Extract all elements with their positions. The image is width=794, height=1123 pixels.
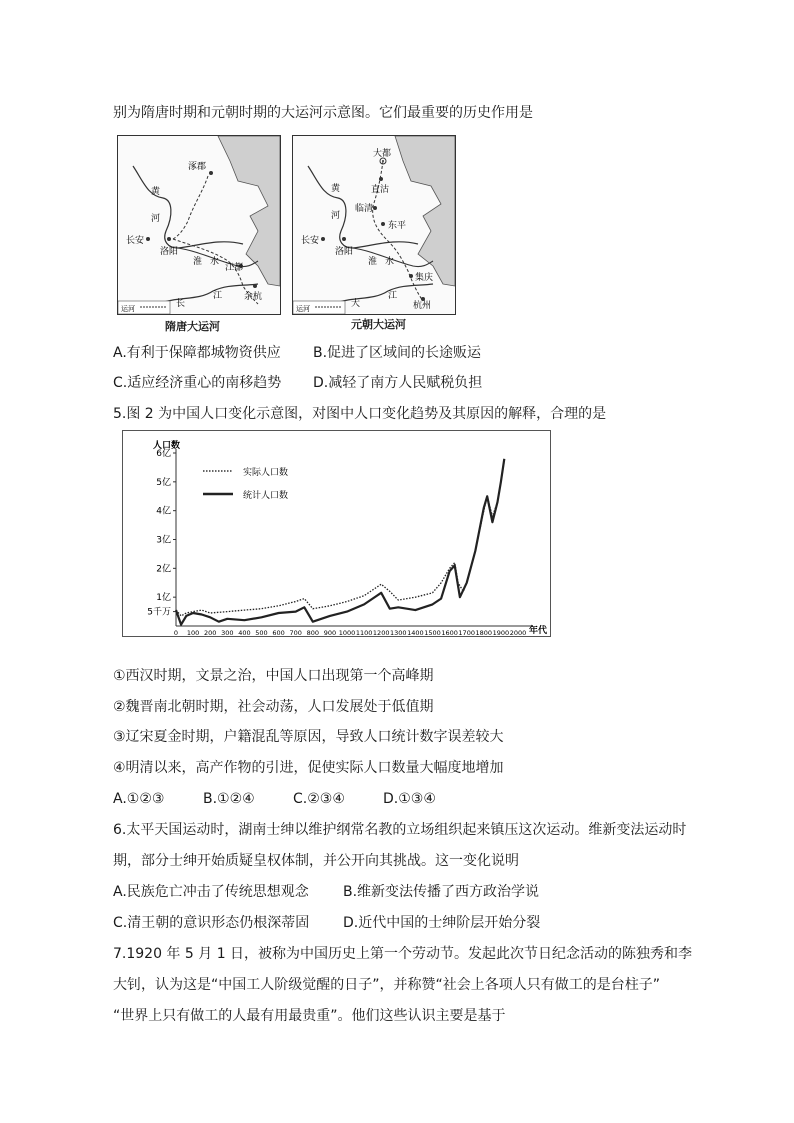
q7-stem-line-2: 大钊，认为这是“中国工人阶级觉醒的日子”，并称赞“社会上各项人只有做工的是台柱子” — [113, 977, 661, 993]
x-tick-label: 800 — [306, 629, 320, 636]
y-tick-label: 1亿 — [156, 593, 171, 604]
y-tick-label: 6亿 — [156, 449, 171, 459]
x-tick-label: 2000 — [509, 629, 527, 636]
yuan-canal-map — [292, 135, 456, 315]
label-dadu: 大都 — [373, 149, 392, 159]
y-tick-label: 3亿 — [156, 535, 171, 546]
label-zhuojun: 涿郡 — [188, 162, 207, 172]
q5-option-b: B.①②④ — [203, 791, 255, 807]
q5-option-d: D.①③④ — [383, 791, 436, 807]
q5-statement-4: ④明清以来，高产作物的引进，促使实际人口数量大幅度地增加 — [113, 760, 504, 776]
label-luoyang: 洛阳 — [160, 247, 179, 257]
sui-tang-canal-map — [117, 135, 281, 315]
x-tick-label: 1000 — [338, 629, 356, 636]
label-huang: 黄 — [151, 187, 161, 197]
x-tick-label: 500 — [255, 629, 268, 636]
label-jiqing: 集庆 — [415, 273, 434, 283]
q4-option-c: C.适应经济重心的南移趋势 — [113, 375, 282, 391]
chart-ylabel: 人口数 — [153, 441, 181, 451]
legend-actual: 实际人口数 — [243, 468, 289, 478]
label-shui: 水 — [210, 257, 220, 267]
q5-statement-2: ②魏晋南北朝时期，社会动荡，人口发展处于低值期 — [113, 699, 434, 715]
x-tick-label: 200 — [203, 629, 217, 636]
label-chang: 长 — [176, 299, 186, 309]
series-actual-line — [176, 462, 504, 616]
label-changan: 长安 — [126, 236, 145, 246]
label-yuhang: 余杭 — [244, 292, 263, 302]
x-tick-label: 1900 — [492, 629, 510, 636]
q4-option-b: B.促进了区域间的长途贩运 — [313, 345, 482, 361]
q5-statement-1: ①西汉时期，文景之治，中国人口出现第一个高峰期 — [113, 668, 434, 684]
label-huang: 黄 — [331, 184, 341, 194]
q4-option-a: A.有利于保障都城物资供应 — [113, 345, 281, 361]
label-luoyang: 洛阳 — [335, 247, 354, 257]
q7-stem-line-3: “世界上只有做工的人最有用最贵重”。他们这些认识主要是基于 — [113, 1008, 506, 1024]
sui-tang-map-caption: 隋唐大运河 — [165, 320, 220, 333]
q5-option-c: C.②③④ — [293, 791, 345, 807]
label-hangzhou: 杭州 — [413, 301, 432, 311]
label-zhigu: 直沽 — [371, 185, 390, 195]
y-tick-label: 4亿 — [156, 506, 171, 517]
x-tick-label: 1400 — [407, 629, 424, 636]
yuan-map-drawing — [293, 136, 455, 314]
q7-stem-line-1: 7.1920 年 5 月 1 日，被称为中国历史上第一个劳动节。发起此次节日纪念活动的陈独秀和李 — [113, 946, 693, 962]
x-tick-label: 600 — [272, 629, 285, 636]
label-jiangdu: 江都 — [225, 263, 244, 273]
legend-canal: 运河 — [121, 305, 135, 313]
population-chart-svg — [123, 431, 550, 636]
q5-option-a: A.①②③ — [113, 791, 165, 807]
y-tick-label: 5亿 — [156, 477, 171, 488]
y-tick-label: 2亿 — [156, 564, 171, 575]
x-tick-label: 400 — [238, 629, 251, 636]
q6-option-d: D.近代中国的士绅阶层开始分裂 — [343, 915, 541, 931]
x-tick-label: 700 — [289, 629, 302, 636]
x-tick-label: 300 — [221, 629, 234, 636]
legend-stat: 统计人口数 — [243, 491, 289, 501]
x-tick-label: 900 — [323, 629, 337, 636]
sui-tang-map-drawing — [118, 136, 280, 314]
series-stat-line — [176, 459, 504, 625]
q5-stem: 5.图 2 为中国人口变化示意图，对图中人口变化趋势及其原因的解释，合理的是 — [113, 406, 607, 422]
x-tick-label: 1800 — [475, 629, 493, 636]
x-tick-label: 1300 — [390, 629, 407, 636]
legend-canal: 运河 — [296, 305, 310, 313]
q6-option-b: B.维新变法传播了西方政治学说 — [343, 884, 540, 900]
label-changan: 长安 — [301, 236, 320, 246]
q5-statement-3: ③辽宋夏金时期，户籍混乱等原因，导致人口统计数字误差较大 — [113, 729, 504, 745]
x-tick-label: 1600 — [441, 629, 458, 636]
x-tick-label: 0 — [173, 629, 179, 636]
q6-stem-line-2: 期，部分士绅开始质疑皇权体制，并公开向其挑战。这一变化说明 — [113, 853, 519, 869]
label-dongping: 东平 — [388, 221, 407, 231]
x-tick-label: 1200 — [372, 629, 390, 636]
q6-stem-line-1: 6.太平天国运动时，湖南士绅以维护纲常名教的立场组织起来镇压这次运动。维新变法运动时 — [113, 822, 687, 838]
x-tick-label: 100 — [186, 629, 200, 636]
label-jiang: 江 — [213, 291, 223, 301]
chart-xlabel: 年代 — [529, 626, 548, 636]
y-tick-label: 5千万 — [147, 607, 171, 618]
q4-option-d: D.减轻了南方人民赋税负担 — [313, 375, 483, 391]
yuan-map-caption: 元朝大运河 — [351, 318, 406, 331]
x-tick-label: 1500 — [424, 629, 441, 636]
label-he: 河 — [331, 211, 341, 221]
x-tick-label: 1100 — [355, 629, 373, 636]
population-chart — [122, 430, 551, 637]
label-huai: 淮 — [368, 257, 378, 267]
q6-option-c: C.清王朝的意识形态仍根深蒂固 — [113, 915, 310, 931]
q6-option-a: A.民族危亡冲击了传统思想观念 — [113, 884, 309, 900]
label-he: 河 — [151, 214, 161, 224]
label-shui: 水 — [385, 257, 395, 267]
intro-line: 别为隋唐时期和元朝时期的大运河示意图。它们最重要的历史作用是 — [113, 105, 533, 121]
label-huai: 淮 — [193, 257, 203, 267]
label-da: 大 — [351, 299, 361, 309]
x-tick-label: 1700 — [458, 629, 475, 636]
label-jiang: 江 — [388, 291, 398, 301]
label-linqing: 临清 — [355, 204, 374, 214]
